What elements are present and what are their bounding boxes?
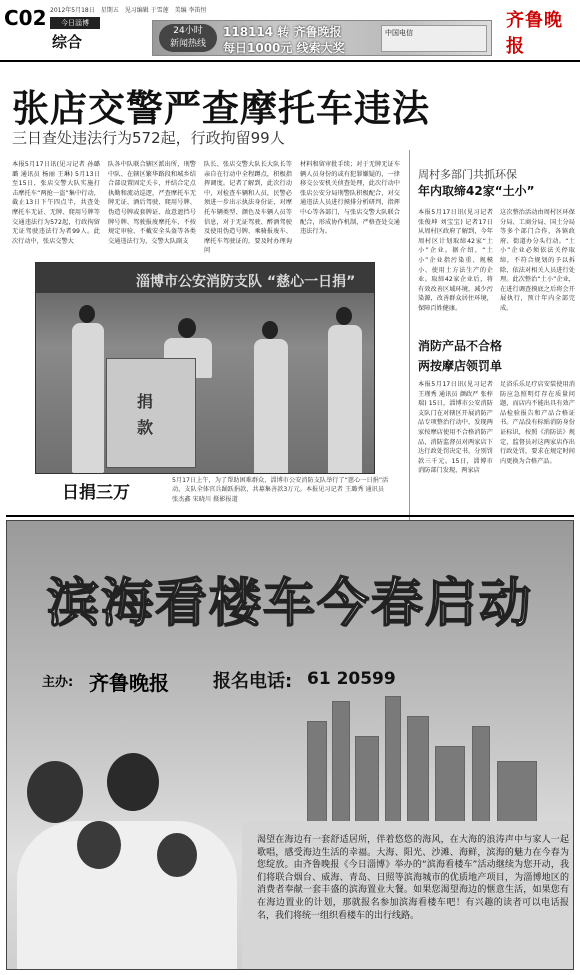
donation-box-label: 捐款 [137, 392, 154, 437]
hotline-prize: 每日1000元 线索大奖 [223, 41, 345, 55]
building [472, 726, 490, 831]
section-tag: 今日淄博 [50, 17, 100, 29]
article-column-3: 队长、张店交警大队长大队长等亲自在行动中全程蹲点，积极指挥调度。记者了解到，此次行动中，对检查车辆和人员，民警必须进一步出示执法身份证，对摩托车辆类型、颜色及车辆人员等信息，对于无证驾驶、醉酒驾驶及使用伪造号牌、乘骑报废车、摩托车驾驶证的，要及时办理询问 [204, 161, 292, 255]
hotline-sub: 新闻热线 [169, 39, 206, 49]
ad-title: 滨海看楼车今春启动 [47, 574, 534, 634]
building [407, 716, 429, 831]
dateline: 2012年5月18日 星期五 见习编辑 于雪莲 美编 李笛恒 [50, 7, 207, 14]
side-body-1: 本报5月17日讯(见习记者 张俊坤 刘宝宝) 记者17日从周村区政府了解到，今年周村区计划取缔42家“土小”企业。据介绍，“土小”企业指污染重、规模小、使用土方法生产的企业。取缔42家企业后，将有效改善区域环境，减少污染源，改善群众居住环境，保障百姓健康。 [418, 209, 493, 312]
ad-host-logo: 齐鲁晚报 [89, 671, 169, 695]
ad-divider [6, 515, 574, 517]
side-body-2: 这次整治活动由周村区环保分局、工商分局、国土分局等多个部门合作，各镇政府、街道办分头行动。“土小”企业必须依法关停取缔，不符合规划的予以拆除，依法对相关人员进行处理。此次整治“土小”企业，在进行调查摸底之后将会开展执行，预计年内全部完成。 [500, 209, 575, 312]
ad-body-text: 渴望在海边有一套舒适居所，伴着悠悠的海风，在大海的浪涛声中与家人一起歌唱，感受海边生活的幸福。大海、阳光、沙滩、海鲜，滨海的魅力在今春为您绽放。由齐鲁晚报《今日淄博》举办的“滨海看楼车”活动继续为您开动，我们将联合烟台、威海、青岛、日照等滨海城市的优质地产项目，为淄博地区的消费者奉献一套丰盛的滨海置业大餐。如果您渴望海边的惬意生活，如果您有在海边置业的计划，那就报名参加滨海看楼车吧！有兴趣的读者可以电话报名，我们将统一组织看楼车的出行线路。 [257, 835, 569, 921]
real-estate-ad [6, 520, 574, 970]
page-header [0, 0, 580, 60]
side-kicker: 周村多部门共抓环保 [418, 168, 517, 181]
donation-box [106, 358, 196, 468]
telecom-ad [381, 25, 487, 52]
photo-banner-text: 淄博市公安消防支队 “慈心一日捐” [36, 263, 375, 293]
family-child-head [157, 833, 197, 877]
side-headline-2a: 消防产品不合格 [418, 339, 503, 353]
hotline-badge [159, 24, 217, 52]
hotline-banner-ad [152, 20, 492, 56]
hotline-title: 24小时 [173, 26, 203, 36]
building [307, 721, 327, 831]
person-figure [328, 325, 362, 474]
newspaper-logo: 齐鲁晚报 [506, 10, 563, 57]
building [435, 746, 465, 831]
building [385, 696, 401, 831]
telecom-name: 中国电信 [385, 29, 413, 37]
main-subhead: 三日查处违法行为572起，行政拘留99人 [12, 129, 285, 147]
person-figure [72, 323, 104, 473]
side-body-4: 足浴乐乐足疗店安装使用消防应急照明灯存在质量问题，而店内不能出具有效产品检验报告和产品合格证书。产品没有标贴消防身份证标识，按照《消防法》规定，监督员对这两家店作出行政处罚，要求在规定时间内更换为合格产品。 [500, 381, 575, 465]
side-headline-2b: 两按摩店领罚单 [418, 359, 503, 373]
main-headline: 张店交警严查摩托车违法 [12, 87, 430, 130]
ad-phone-number: 61 20599 [307, 669, 396, 689]
article-column-4: 材料和留审批手续；对于无牌无证车辆人员身份的或有犯罪嫌疑的，一律移交公安机关侦查处理，此次行动中张店公安分局刑警队积极配合，对交通违法人员进行摸排分析研判，指挥中心等各部门，与张店交警大队联合配合，形成协作机制，严格查处交通违法行为。 [300, 161, 400, 236]
side-headline: 年内取缔42家“土小” [418, 184, 535, 198]
section-title: 综合 [52, 33, 83, 51]
side-body-3: 本报5月17日讯(见习记者 王瑾秀 通讯员 颜政严 张梓瑞) 15日，淄博市公安消防支队门在对辖区开展消防产品专项整治行动中，发现两家按摩店使用不合格消防产品，消防监督员对两家店下达行政处罚决定书，分别罚款三千元。15日，淄博市消防部门发现，两家店 [418, 381, 493, 475]
family-father-head [107, 753, 159, 811]
photo-caption: 5月17日上午，为了帮助困难群众，淄博市公安消防支队举行了“慈心一日捐”活动，支队全体官兵踊跃捐款，共募集善款3万元。本报见习记者 王璐秀 通讯员 张杰鑫 宋晓川 摄影报道 [172, 477, 389, 503]
header-rule [0, 60, 580, 62]
ad-host-label: 主办: [42, 675, 74, 690]
hotline-phone: 118114 转 齐鲁晚报 [223, 25, 342, 39]
family-child-head [77, 821, 121, 869]
ad-phone-label: 报名电话: [213, 671, 293, 692]
photo-title: 日捐三万 [62, 483, 130, 503]
news-photo [35, 262, 375, 474]
person-head [79, 305, 95, 323]
article-column-2: 队各中队联合辖区派出所，刑警中队、在辖区繁华路段和城乡结合部设置固定关卡，并结合定点执勤和流动巡逻，严查摩托车无牌无证、酒后驾驶、爬用号牌、伪造号牌或套牌证、故意遮挡号牌号牌、驾驶报废摩托车、不按规定审验、不戴安全头盔等各类交通违法行为，交警大队副支 [108, 161, 196, 245]
building [332, 701, 350, 831]
family-mother-head [27, 761, 83, 823]
page-number: C02 [4, 6, 47, 30]
person-head [178, 318, 196, 338]
person-head [336, 307, 352, 325]
building [355, 736, 379, 831]
person-head [262, 321, 278, 339]
family-bodies [17, 821, 237, 970]
person-figure [254, 339, 288, 474]
article-column-1: 本报5月17日讯(见习记者 孙璐璐 通讯员 杨丽 王琳) 5月13日至15日，张店交警大队实施打击摩托车“两抢一盗”集中行动，截止13日下午四点半，共查处摩托车无证、无牌、爬用号牌等交通违法行为572起，行政拘留无证驾驶违法行为者99人。此次行动中，张店交警大 [12, 161, 100, 245]
